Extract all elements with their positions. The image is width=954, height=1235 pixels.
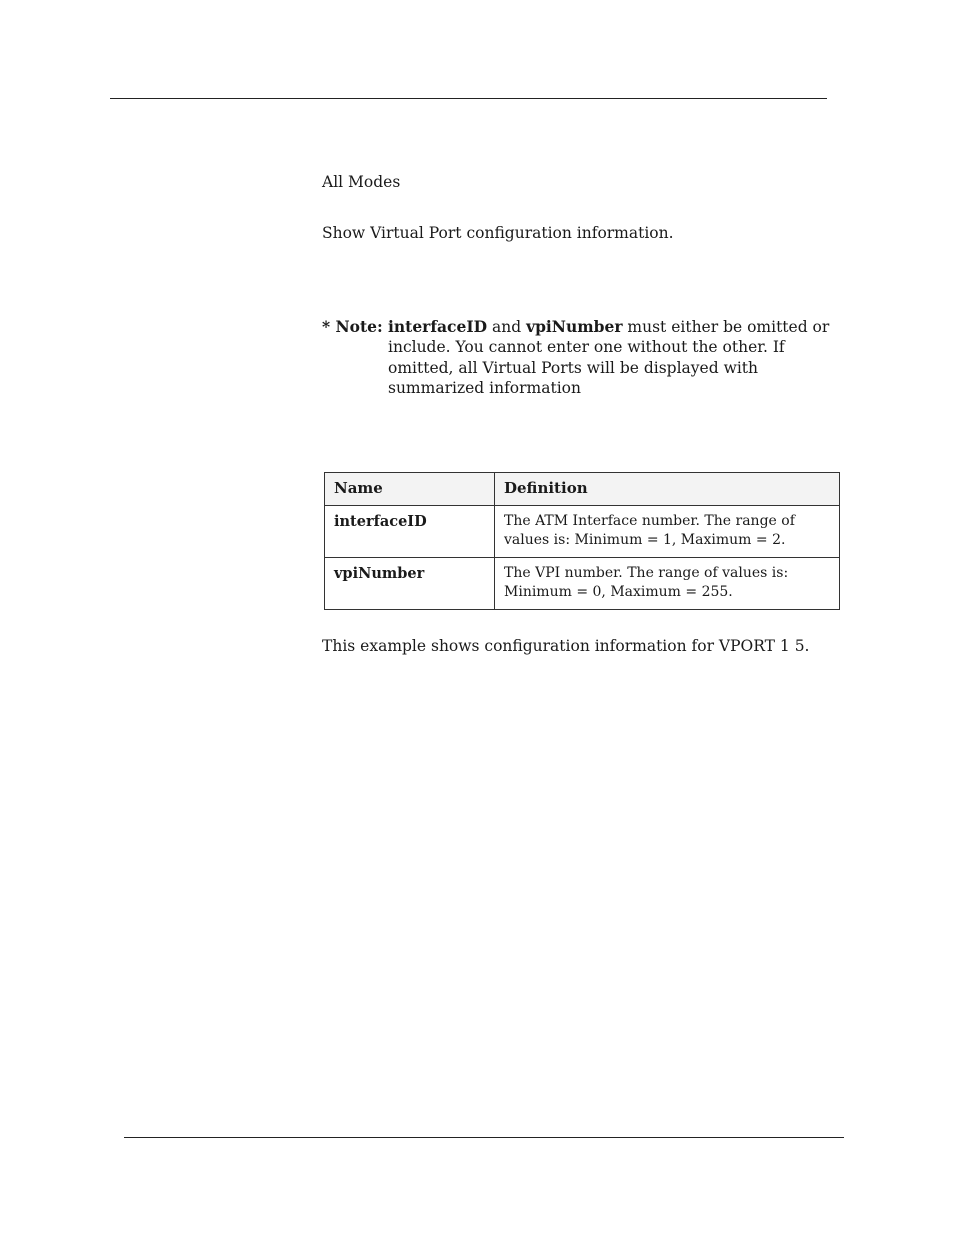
note-text: must either be omitted or include. You cannot enter one without the other. If omitted, all Virtual Ports will be displayed with summarized information <box>388 318 830 398</box>
column-header-name: Name <box>325 473 495 506</box>
example-text: This example shows configuration information for VPORT 1 5. <box>322 637 810 655</box>
footer-rule <box>124 1137 844 1138</box>
table-row <box>325 558 840 610</box>
row-definition: The ATM Interface number. The range of values is: Minimum = 1, Maximum = 2. <box>495 506 840 558</box>
note-label: * Note: <box>322 317 383 336</box>
description-text: Show Virtual Port configuration information. <box>322 224 674 242</box>
row-definition: The VPI number. The range of values is: Minimum = 0, Maximum = 255. <box>495 558 840 610</box>
table-row <box>325 506 840 558</box>
table-header-row <box>325 473 840 506</box>
row-name: vpiNumber <box>325 558 495 610</box>
note-conjunction: and <box>487 318 527 336</box>
note-body <box>388 317 838 399</box>
column-header-definition: Definition <box>495 473 840 506</box>
parameter-table <box>324 472 840 610</box>
row-name: interfaceID <box>325 506 495 558</box>
note-term-vpinumber: vpiNumber <box>526 317 623 336</box>
mode-text: All Modes <box>322 173 401 191</box>
note-term-interfaceid: interfaceID <box>388 317 488 336</box>
header-rule <box>110 98 827 99</box>
